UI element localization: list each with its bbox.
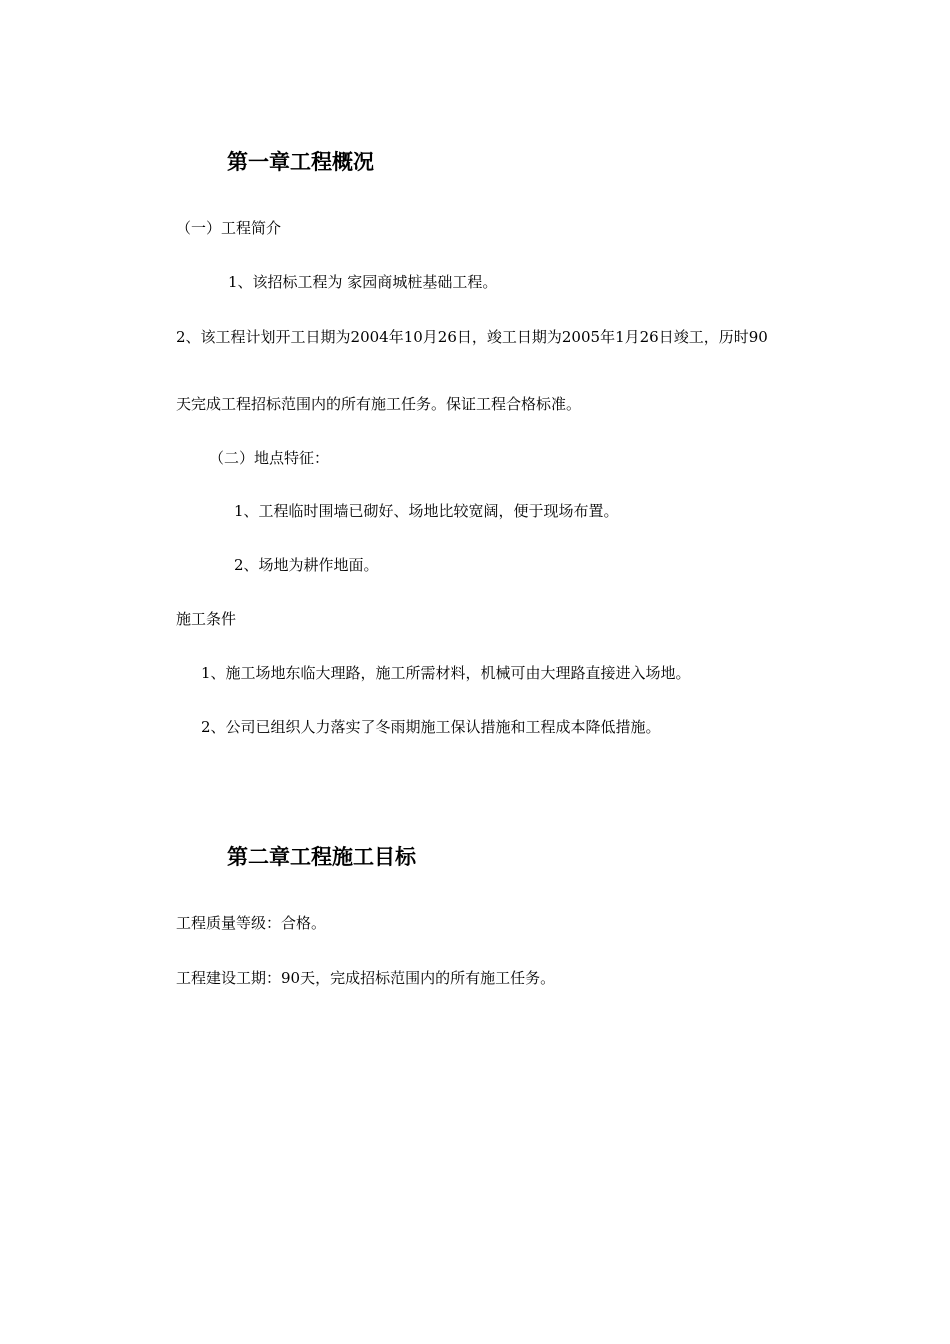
chapter2-title: 第二章工程施工目标	[227, 845, 416, 869]
chapter1-title: 第一章工程概况	[227, 150, 374, 174]
section1-title: （一）工程简介	[176, 219, 282, 237]
project-item-2-line1: 2、该工程计划开工日期为2004年10月26日，竣工日期为2005年1月26日竣工，历时90	[176, 328, 768, 346]
project-item-2-line2: 天完成工程招标范围内的所有施工任务。保证工程合格标准。	[176, 395, 582, 413]
section2-title: （二）地点特征：	[209, 449, 330, 467]
condition-item-2: 2、公司已组织人力落实了冬雨期施工保认措施和工程成本降低措施。	[201, 718, 661, 736]
conditions-title: 施工条件	[176, 610, 237, 628]
site-item-1: 1、工程临时围墙已砌好、场地比较宽阔，便于现场布置。	[234, 502, 619, 520]
quality-level: 工程质量等级：合格。	[176, 914, 327, 932]
project-item-1: 1、该招标工程为 家园商城桩基础工程。	[228, 273, 498, 291]
condition-item-1: 1、施工场地东临大理路，施工所需材料，机械可由大理路直接进入场地。	[201, 664, 691, 682]
construction-duration: 工程建设工期：90天，完成招标范围内的所有施工任务。	[176, 969, 556, 987]
site-item-2: 2、场地为耕作地面。	[234, 556, 379, 574]
